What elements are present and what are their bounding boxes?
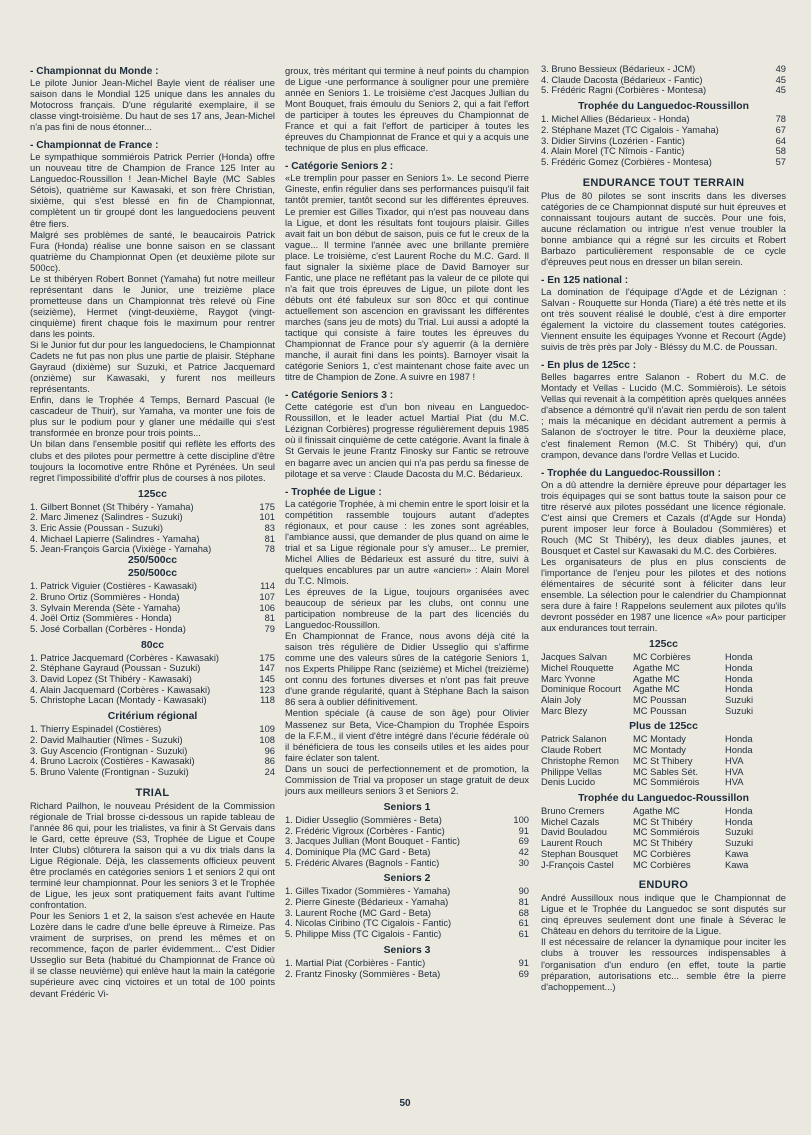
section-heading: - En 125 national : <box>541 274 629 286</box>
crew-make: Honda <box>725 662 753 673</box>
paragraph: Un bilan dans l'ensemble positif qui reflète les efforts des clubs et des pilotes pour permettre à cette discipline d'être toujours la locomotive entre Rhône et Pyrénées. Un seul regret l'impossibilité d'offrir plus de courses à nos pilotes. <box>30 439 275 483</box>
rider-name: 4. Bruno Lacroix (Costières - Kawasaki) <box>30 756 195 767</box>
rider-name: 5. Jean-François Garcia (Vixiège - Yamaha) <box>30 544 212 555</box>
result-row <box>30 581 275 592</box>
rider-points: 58 <box>775 146 786 157</box>
rider-points: 45 <box>775 85 786 96</box>
result-row <box>285 826 529 837</box>
rider-name: 1. Gilbert Bonnet (St Thibéry - Yamaha) <box>30 501 194 512</box>
rider-name: 3. Didier Sirvins (Lozérien - Fantic) <box>541 135 685 146</box>
rider-name: 1. Gilles Tixador (Sommières - Yamaha) <box>285 886 451 897</box>
crew-table <box>541 652 786 716</box>
paragraph: «Le tremplin pour passer en Seniors 1». Le second Pierre Gineste, enfin régulier dans ses performances puisqu'il fait tantôt premier, tantôt second sur les différentes épreuves. Le premier est Gilles Tixador, qui n'est pas nouveau dans la Ligue, et dont les résultats font toujours plaisir. Gilles avait fait un bon début de saison, puis ce fut le creux de la vague... Il termine l'année avec une brillante première place. Le troisième, c'est Laurent Roche du M.C. Gard. Il faut signaler la sixième place de David Barnoyer sur Fantic, une place ne reflétant pas la valeur de ce pilote qui n'a fait que trois épreuves de Ligue, un pilote dont les débuts ont été fabuleux sur son 80cc et qui continue actuellement son ascencion en gravissant les différentes marches (sans jeu de mots) du Trial. Lui aussi a adopté la tactique qui consiste à faire toutes les épreuves du Championnat de France pour s'y aguerrir (à la dernière manche, il aurait fini dans les points). Barnoyer visait la catégorie Seniors 1, c'est maintenant chose faite avec un titre de Champion de Zone. A suivre en 1987 ! <box>285 173 529 383</box>
crew-rider: Claude Robert <box>541 745 602 756</box>
section-heading: - Championnat du Monde : <box>30 66 159 77</box>
crew-rider: Patrick Salanon <box>541 734 607 745</box>
paragraph: Il est nécessaire de relancer la dynamique pour inciter les clubs à trouver les ressources indispensables à l'organisation d'un enduro (en effet, toute la partie préparation, autorisations etc... semble être la pierre d'achoppement...) <box>541 937 786 992</box>
rider-name: 4. Michael Lapierre (Salindres - Yamaha) <box>30 533 200 544</box>
rider-name: 5. Frédéric Alvares (Bagnols - Fantic) <box>285 857 440 868</box>
crew-rider: Michel Rouquette <box>541 662 614 673</box>
crew-rider: Philippe Vellas <box>541 766 602 777</box>
rider-name: 5. Christophe Lacan (Montady - Kawasaki) <box>30 695 207 706</box>
crew-rider: David Bouladou <box>541 827 607 838</box>
result-row <box>285 836 529 847</box>
paragraph: La catégorie Trophée, à mi chemin entre le sport loisir et la compétition rassemble toujours autant d'adeptes régionaux, et pour cause : les zones sont agréables, l'ambiance aussi, que demander de plus quand on aime le trial et sa Ligue régionale pour s'y amuser... Le premier, Michel Allies de Bédarieux est assuré du titre, suivi à quelques encablures par un autre «ancien» : Alain Morel du T.C. Nîmois. <box>285 498 529 586</box>
rider-points: 69 <box>518 968 529 979</box>
crew-row <box>541 817 786 828</box>
crew-make: Honda <box>725 816 753 827</box>
section-title-enduro: ENDURO <box>638 879 689 892</box>
rider-name: 2. Bruno Ortiz (Sommières - Honda) <box>30 591 180 602</box>
paragraph: Le pilote Junior Jean-Michel Bayle vient de réaliser une saison dans le Mondial 125 unique dans les annales du Motocross français. D'une régularité exemplaire, il se classe vingt-troisième. Du haut de ses 17 ans, Jean-Michel n'a pas fini de nous étonner... <box>30 78 275 133</box>
rider-name: 5. Frédéric Ragni (Corbières - Montesa) <box>541 85 707 96</box>
results-table <box>285 958 529 979</box>
result-row <box>30 695 275 706</box>
rider-points: 109 <box>259 724 275 735</box>
rider-name: 4. Dominique Pla (MC Gard - Beta) <box>285 846 431 857</box>
rider-points: 24 <box>264 767 275 777</box>
paragraph: Le sympathique sommiérois Patrick Perrier (Honda) offre un nouveau titre de Champion de France 125 Inter au Languedoc-Roussillon ! Jean-Michel Bayle (MC Sables Sétois), quatrième sur Kawasaki, et son frère Christian, sixième, qui s'est blessé en fin de Championnat, complètent un tir groupé dont les languedociens peuvent être fiers. <box>30 152 275 229</box>
column-3 <box>541 64 786 1094</box>
results-subtitle: 80cc <box>140 639 165 651</box>
result-row <box>285 858 529 869</box>
result-row <box>30 724 275 735</box>
crew-club: MC Poussan <box>633 705 687 716</box>
crew-club: MC Corbières <box>633 859 691 870</box>
rider-points: 175 <box>259 652 275 663</box>
result-row <box>30 685 275 696</box>
results-table <box>30 653 275 707</box>
result-row <box>30 603 275 614</box>
results-subtitle: 250/500cc <box>127 555 178 567</box>
paragraph: Dans un souci de perfectionnement et de promotion, la Commission de Trial va proposer un stage gratuit de deux jours aux meilleurs seniors 3 et Seniors 2. <box>285 763 529 796</box>
result-row <box>30 613 275 624</box>
result-row <box>30 653 275 664</box>
section-heading: - En plus de 125cc : <box>541 360 637 372</box>
rider-name: 1. Thierry Espinadel (Costières) <box>30 724 162 735</box>
rider-points: 57 <box>775 156 786 167</box>
paragraph: Belles bagarres entre Salanon - Robert du M.C. de Montady et Vellas - Lucido (M.C. Sommièrois). Le sétois Vellas qui revenait à la compétition après quelques années d'absence a démontré qu'il n'avait rien perdu de son talent ; mais la mécanique en décidant autrement a permis à Salanon de s'octroyer le titre. Pour la deuxième place, c'est finalement Remon (M.C. St Thibéry) qui, d'un crampon, devance dans l'ordre Vellas et Lucido. <box>541 372 786 460</box>
result-row <box>541 75 786 86</box>
crew-make: Kawa <box>725 848 749 859</box>
crew-club: MC Sommiérois <box>633 827 700 838</box>
rider-name: 3. Jacques Jullian (Mont Bouquet - Fantic) <box>285 836 461 847</box>
rider-name: 5. Bruno Valente (Frontignan - Suzuki) <box>30 767 189 777</box>
rider-name: 3. Bruno Bessieux (Bédarieux - JCM) <box>541 64 696 74</box>
crew-rider: Denis Lucido <box>541 777 596 788</box>
paragraph: Les épreuves de la Ligue, toujours organisées avec beaucoup de sérieux par les clubs, ont connu une participation nombreuse de la part des licenciés du Languedoc-Roussillon. <box>285 586 529 631</box>
crew-row <box>541 674 786 685</box>
crew-club: Agathe MC <box>633 806 680 816</box>
crew-club: MC St Thibery <box>633 755 693 766</box>
rider-name: 3. Sylvain Merenda (Sète - Yamaha) <box>30 602 181 613</box>
crew-make: HVA <box>725 777 744 788</box>
rider-points: 30 <box>518 857 529 868</box>
rider-points: 83 <box>264 523 275 534</box>
result-row <box>541 136 786 147</box>
crew-make: Honda <box>725 684 753 695</box>
crew-row <box>541 695 786 706</box>
crew-row <box>541 767 786 778</box>
crew-rider: Bruno Cremers <box>541 806 605 816</box>
crew-row <box>541 849 786 860</box>
result-row <box>285 847 529 858</box>
rider-points: 67 <box>775 124 786 135</box>
results-table <box>30 724 275 778</box>
result-row <box>541 125 786 136</box>
crew-club: MC Corbières <box>633 848 691 859</box>
rider-name: 5. Philippe Miss (TC Cigalois - Fantic) <box>285 929 442 940</box>
crew-club: MC Montady <box>633 745 686 756</box>
section-heading: - Championnat de France : <box>30 140 159 152</box>
rider-points: 45 <box>775 74 786 85</box>
result-row <box>30 534 275 545</box>
crew-row <box>541 860 786 871</box>
rider-name: 2. Marc Jimenez (Salindres - Suzuki) <box>30 512 183 523</box>
crew-club: MC St Thibéry <box>633 816 693 827</box>
result-row <box>285 969 529 980</box>
crew-rider: Alain Joly <box>541 695 581 706</box>
crew-club: Agathe MC <box>633 684 680 695</box>
section-heading: - Catégorie Seniors 2 : <box>285 161 394 173</box>
result-row <box>541 64 786 75</box>
rider-name: 1. Michel Allies (Bédarieux - Honda) <box>541 114 690 125</box>
rider-points: 145 <box>259 674 275 685</box>
rider-points: 101 <box>259 512 275 523</box>
crew-club: MC Montady <box>633 734 686 745</box>
result-row <box>30 592 275 603</box>
rider-points: 106 <box>259 602 275 613</box>
paragraph: Cette catégorie est d'un bon niveau en Languedoc-Roussillon, et le leader actuel Martial Piat (du M.C. Lézignan Corbières) progresse régulièrement depuis 1985 où il finissait cinquième de cette catégorie. Avant la finale à St Gervais le jeune Frantz Finosky sur Fantic se retrouve en bagarre avec un ancien qui n'a pas perdu sa finesse de pilotage et sa verve : Claude Dacosta du M.C. Bédarieux. <box>285 402 529 479</box>
results-subtitle: Trophée du Languedoc-Roussillon <box>578 793 749 804</box>
rider-name: 5. Frédéric Gomez (Corbières - Montesa) <box>541 156 712 167</box>
rider-name: 2. Stéphane Mazet (TC Cigalois - Yamaha) <box>541 124 719 135</box>
rider-points: 69 <box>518 836 529 847</box>
crew-make: HVA <box>725 766 744 777</box>
crew-make: HVA <box>725 755 744 766</box>
rider-name: 1. Patrick Viguier (Costières - Kawasaki) <box>30 581 198 592</box>
rider-points: 107 <box>259 591 275 602</box>
result-row <box>285 958 529 969</box>
results-subtitle: Seniors 2 <box>383 873 431 885</box>
result-row <box>30 767 275 778</box>
paragraph: Richard Pailhon, le nouveau Président de la Commission régionale de Trial brosse ci-dessous un rapide tableau de l'année 86 qui, pour les trialistes, va finir à St Gervais dans le Gard, cette épreuve (S3, Trophée de Ligue et Coupe Inter Clubs) clôturera la saison qui a vu dix trials dans la Ligue Régionale. Déjà, les classements officieux peuvent être proclamés en catégories seniors 1 et seniors 2 qui ont terminé leur championnat. Pour les seniors 3 et le Trophée de Ligue, les jeux sont pratiquement faits avant l'ultime confrontation. <box>30 800 275 911</box>
results-table <box>541 64 786 96</box>
crew-row <box>541 838 786 849</box>
crew-club: MC Corbières <box>633 652 691 663</box>
rider-name: 4. Claude Dacosta (Bédarieux - Fantic) <box>541 74 703 85</box>
rider-name: 4. Joël Ortiz (Sommières - Honda) <box>30 613 172 624</box>
rider-points: 91 <box>518 957 529 968</box>
crew-rider: Jacques Salvan <box>541 652 607 663</box>
column-1 <box>30 66 275 1096</box>
result-row <box>541 85 786 96</box>
rider-points: 108 <box>259 734 275 745</box>
crew-make: Kawa <box>725 859 749 870</box>
result-row <box>30 624 275 635</box>
crew-rider: Marc Blezy <box>541 705 588 716</box>
rider-name: 2. Pierre Gineste (Bédarieux - Yamaha) <box>285 897 449 908</box>
crew-club: MC St Thibéry <box>633 838 693 849</box>
rider-points: 147 <box>259 663 275 674</box>
results-table <box>285 886 529 940</box>
crew-row <box>541 745 786 756</box>
result-row <box>285 929 529 940</box>
rider-points: 61 <box>518 918 529 929</box>
rider-points: 64 <box>775 135 786 146</box>
results-subtitle: Critérium régional <box>107 711 198 723</box>
rider-points: 118 <box>260 695 275 706</box>
page-number: 50 <box>399 1098 411 1109</box>
crew-rider: Marc Yvonne <box>541 673 596 684</box>
rider-name: 1. Patrice Jacquemard (Corbères - Kawasaki) <box>30 652 220 663</box>
rider-points: 49 <box>775 64 786 74</box>
rider-points: 123 <box>259 684 275 695</box>
crew-row <box>541 663 786 674</box>
result-row <box>30 502 275 513</box>
paragraph: André Aussilloux nous indique que le Championnat de Ligue et le Trophée du Languedoc se sont disputés sur cinq épreuves seulement dont une finale à Séverac le Château en dehors du territoire de la Ligue. <box>541 893 786 937</box>
paragraph: Enfin, dans le Trophée 4 Temps, Bernard Pascual (le cascadeur de Thuir), sur Yamaha, va monter une fois de plus sur le podium pour y glaner une médaille qui s'est transformée en bronze pour trois points... <box>30 395 275 439</box>
paragraph: groux, très méritant qui termine à neuf points du champion de Ligue -une performance à souligner pour une première année en Seniors 1. Le troisième c'est Jacques Jullian du Mont Bouquet, frais émoulu du Seniors 2, qui a fait l'effort de participer à toutes les épreuves du Championnat de France et qui a fait l'effort de participer à toutes les épreuves du Championnat de France et qui y a acquis une technique de plus en plus efficace. <box>285 66 529 154</box>
crew-rider: Christophe Remon <box>541 755 619 766</box>
rider-points: 61 <box>518 929 529 940</box>
crew-rider: Stephan Bousquet <box>541 848 618 859</box>
rider-name: 5. José Corballan (Corbères - Honda) <box>30 623 186 634</box>
crew-club: MC Poussan <box>633 695 687 706</box>
rider-name: 1. Martial Piat (Corbières - Fantic) <box>285 957 426 968</box>
crew-make: Suzuki <box>725 827 754 838</box>
rider-points: 100 <box>513 814 529 825</box>
rider-name: 2. David Malhautier (Nîmes - Suzuki) <box>30 734 183 745</box>
crew-rider: Dominique Rocourt <box>541 684 621 695</box>
crew-row <box>541 827 786 838</box>
crew-table <box>541 806 786 870</box>
result-row <box>541 114 786 125</box>
rider-name: 1. Didier Usseglio (Sommières - Beta) <box>285 814 442 825</box>
rider-points: 68 <box>518 907 529 918</box>
result-row <box>30 512 275 523</box>
rider-points: 81 <box>264 533 275 544</box>
rider-points: 175 <box>259 501 275 512</box>
section-heading: - Trophée du Languedoc-Roussillon : <box>541 467 721 479</box>
result-row <box>285 815 529 826</box>
crew-make: Honda <box>725 652 753 663</box>
crew-club: MC Sommiérois <box>633 777 700 788</box>
result-row <box>285 918 529 929</box>
rider-points: 42 <box>518 846 529 857</box>
paragraph: Les organisateurs de plus en plus conscients de l'importance de l'enjeu pour les pilotes et des notions élémentaires de sécurité sont à féliciter dans leur ensemble. La sélection pour le calendrier du Championnat sera dure à faire ! Rappelons seulement aux pilotes qu'ils devront posséder en 1987 une licence «A» pour participer aux endurances tout terrain. <box>541 556 786 634</box>
crew-rider: Michel Cazals <box>541 816 600 827</box>
paragraph: Le st thibéryen Robert Bonnet (Yamaha) fut notre meilleur représentant dans le Junior, une treizième place prometteuse dans un Championnat très relevé où Fine (seizième), Hermet (vingt-deuxième, Raygot (vingt-cinquième) firent chaque fois le maximum pour rentrer dans les points. <box>30 273 275 339</box>
rider-name: 4. Nicolas Ciribino (TC Cigalois - Fantic) <box>285 918 452 929</box>
rider-name: 3. Guy Ascencio (Frontignan - Suzuki) <box>30 745 188 756</box>
crew-row <box>541 806 786 817</box>
results-subtitle: Plus de 125cc <box>629 721 698 733</box>
crew-table <box>541 734 786 788</box>
results-subtitle: Seniors 3 <box>383 944 431 956</box>
results-table <box>541 114 786 168</box>
paragraph: On a dû attendre la dernière épreuve pour départager les trois équipages qui se sont battus toute la saison pour ce titre réservé aux pilotes possédant une licence régionale. C'est ainsi que Cremers et Cazals (d'Agde sur Honda) purent imposer leur force à Bouladou (Sommières) et Rouch (MC St Thibéry), les deux diables jaunes, et Bousquet et Castel sur Kawasaki du M.C. des Corbières. <box>541 479 786 556</box>
result-row <box>30 663 275 674</box>
crew-rider: Laurent Rouch <box>541 838 603 849</box>
paragraph: En Championnat de France, nous avons déjà cité la saison très régulière de Didier Usseglio qui s'affirme comme une des valeurs sûres de la catégorie Seniors 1, nos Experts Philippe Ranc (seizième) et Michel (treizième) ont connu des fortunes diverses et n'ont pas fait preuve d'une grande régularité, quant à Stéphane Bach la saison 86 sera à oublier définitivement. <box>285 631 529 708</box>
rider-name: 3. Eric Assie (Poussan - Suzuki) <box>30 523 163 534</box>
result-row <box>30 523 275 534</box>
section-title-endurance: ENDURANCE TOUT TERRAIN <box>582 176 745 189</box>
result-row <box>285 886 529 897</box>
crew-make: Suzuki <box>725 705 754 716</box>
rider-points: 86 <box>264 756 275 767</box>
result-row <box>285 908 529 919</box>
rider-points: 90 <box>518 886 529 897</box>
crew-make: Honda <box>725 806 753 816</box>
rider-name: 3. David Lopez (St Thibéry - Kawasaki) <box>30 674 192 685</box>
rider-name: 2. Stéphane Gayraud (Poussan - Suzuki) <box>30 663 201 674</box>
paragraph: Pour les Seniors 1 et 2, la saison s'est achevée en Haute Lozère dans le cadre d'une belle épreuve à Rimeize. Pas vraiment de surprises, on prend les mêmes et on recommence, façon de parler évidemment... C'est Didier Usseglio sur Beta (habitué du Championnat de France où il se classe neuvième) qui enlève haut la main la catégorie supérieure avec cinq victoires et un total de 100 points devant Frédéric Vi- <box>30 911 275 999</box>
results-subtitle: Trophée du Languedoc-Roussillon <box>578 101 749 113</box>
result-row <box>285 897 529 908</box>
rider-name: 3. Laurent Roche (MC Gard - Beta) <box>285 907 431 918</box>
result-row <box>541 157 786 168</box>
crew-row <box>541 756 786 767</box>
crew-club: Agathe MC <box>633 662 680 673</box>
section-heading: - Trophée de Ligue : <box>285 486 382 498</box>
results-table <box>285 815 529 869</box>
crew-row <box>541 734 786 745</box>
result-row <box>30 544 275 555</box>
rider-points: 81 <box>264 613 275 624</box>
result-row <box>30 674 275 685</box>
section-title-trial: TRIAL <box>135 786 170 799</box>
paragraph: Malgré ses problèmes de santé, le beaucairois Patrick Fura (Honda) réalise une bonne saison en se classant quatrième du Championnat Open (et deuxième pilote sur 500cc). <box>30 229 275 273</box>
results-table <box>30 581 275 635</box>
rider-name: 4. Alain Morel (TC Nîmois - Fantic) <box>541 146 685 157</box>
rider-points: 79 <box>264 623 275 634</box>
crew-row <box>541 652 786 663</box>
result-row <box>30 756 275 767</box>
result-row <box>30 746 275 757</box>
result-row <box>30 735 275 746</box>
rider-points: 96 <box>264 745 275 756</box>
results-subtitle: 250/500cc <box>127 568 178 580</box>
paragraph: Si le Junior fut dur pour les languedociens, le Championnat Cadets ne fut pas non plus une partie de plaisir. Stéphane Gayraud (dixième) sur Suzuki, et Patrice Jacquemard (onzième) sur Kawasaki, y furent nos meilleurs représentants. <box>30 340 275 395</box>
rider-points: 91 <box>518 825 529 836</box>
results-subtitle: 125cc <box>138 488 167 500</box>
results-subtitle: 125cc <box>649 639 678 651</box>
crew-make: Suzuki <box>725 695 754 706</box>
paragraph: La domination de l'équipage d'Agde et de Lézignan : Salvan - Rouquette sur Honda (Tiare) a été très nette et ils ont très souvent réalisé le doublé, c'est à dire emporter également la victoire du classement toutes catégories. Viennent ensuite les équipages Yvonne et Recourt (Agde) suivis de très près par Joly - Bléssy du M.C. de Poussan. <box>541 286 786 353</box>
results-table <box>30 502 275 556</box>
column-2 <box>285 66 529 1096</box>
section-heading: - Catégorie Seniors 3 : <box>285 390 394 402</box>
paragraph: Plus de 80 pilotes se sont inscrits dans les diverses catégories de ce Championnat disputé sur huit épreuves et connaissant toujours autant de succès. Pour une fois, aucune réclamation ou intrigue n'est venue troubler la bonne ambiance qui a régné sur les circuits et Robert Barbazo particulièrement responsable de ce cycle d'épreuves peut nous en dresser un bilan serein. <box>541 190 786 267</box>
crew-make: Honda <box>725 734 753 745</box>
crew-row <box>541 706 786 717</box>
crew-make: Honda <box>725 745 753 756</box>
rider-points: 78 <box>264 544 275 555</box>
crew-row <box>541 777 786 788</box>
crew-make: Honda <box>725 673 753 684</box>
crew-rider: J-François Castel <box>541 859 614 870</box>
rider-name: 2. Frédéric Vigroux (Corbères - Fantic) <box>285 825 445 836</box>
crew-club: MC Sables Sét. <box>633 766 698 777</box>
crew-row <box>541 684 786 695</box>
result-row <box>541 146 786 157</box>
rider-points: 114 <box>260 581 275 592</box>
crew-club: Agathe MC <box>633 673 680 684</box>
crew-make: Suzuki <box>725 838 754 849</box>
rider-name: 2. Frantz Finosky (Sommières - Beta) <box>285 968 441 979</box>
paragraph: Mention spéciale (à cause de son âge) pour Olivier Massenez sur Beta, Vice-Champion du Trophée Espoirs de la F.F.M., il vient d'être intégré dans l'écurie fédérale où il bénéficiera de tous les conseils utiles et les aides pour faire éclater son talent. <box>285 708 529 763</box>
results-subtitle: Seniors 1 <box>383 801 431 813</box>
rider-points: 81 <box>518 897 529 908</box>
rider-name: 4. Alain Jacquemard (Corbères - Kawasaki) <box>30 684 211 695</box>
rider-points: 78 <box>775 114 786 125</box>
